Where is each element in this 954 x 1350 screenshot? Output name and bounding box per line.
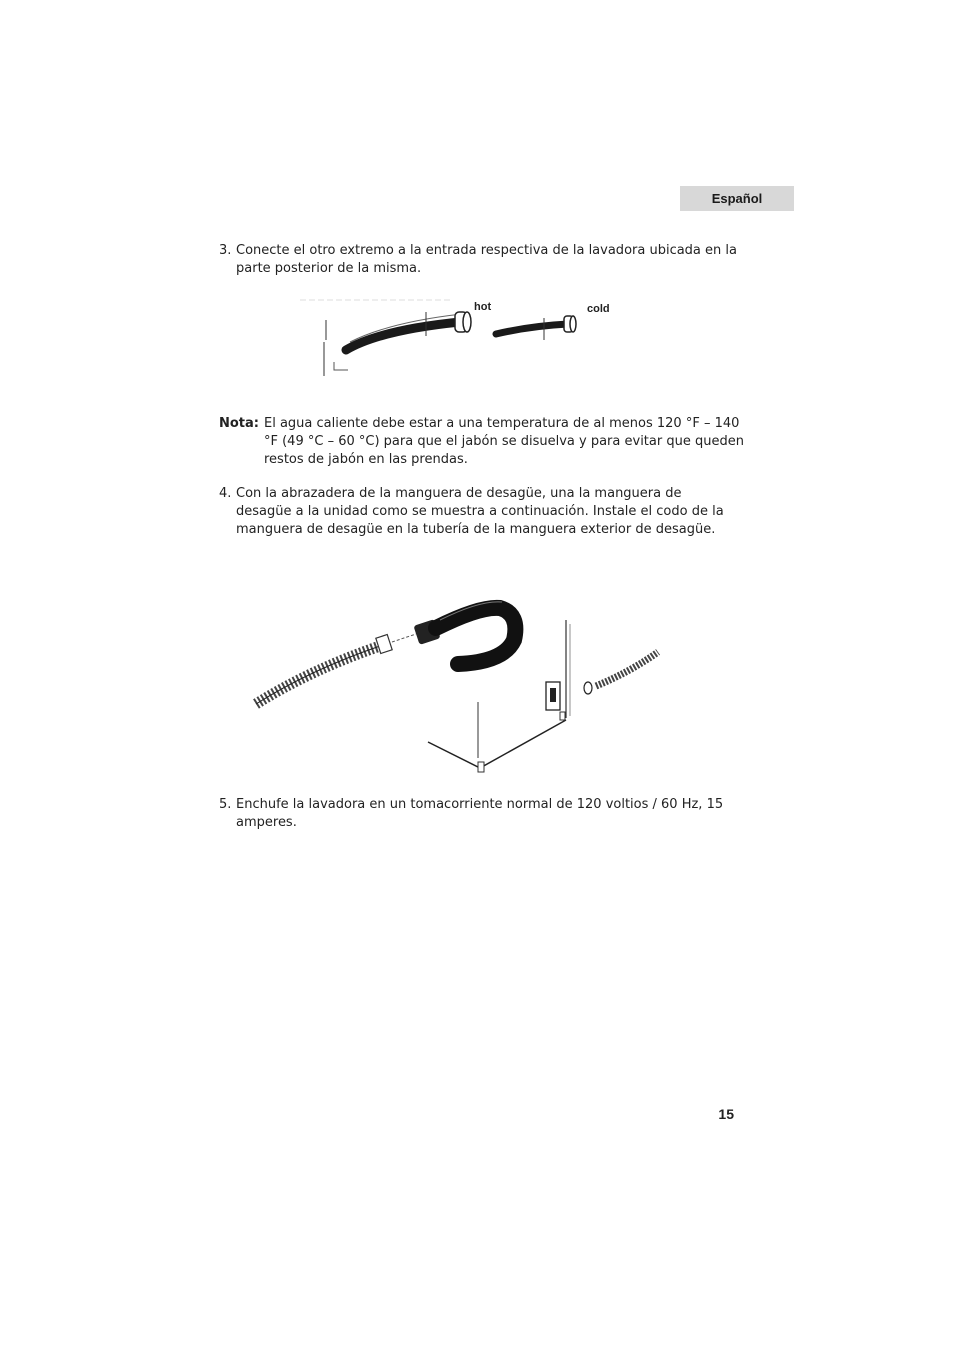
drain-elbow bbox=[413, 602, 515, 664]
drain-hose-figure bbox=[240, 590, 670, 785]
step-4 bbox=[219, 485, 739, 539]
page-number: 15 bbox=[718, 1106, 734, 1122]
hot-hose-illustration bbox=[300, 300, 471, 376]
corrugated-drain-hose bbox=[256, 634, 416, 704]
washer-cabinet bbox=[428, 620, 570, 772]
step-number: 5. bbox=[219, 797, 232, 812]
outlet-hose bbox=[584, 652, 658, 694]
note-text: El agua caliente debe estar a una temperatura de al menos 120 °F – 140 °F (49 °C – 60 °C) para que el jabón se disuelva y para evitar que queden restos de jabón en las prendas. bbox=[264, 416, 744, 467]
step-text: Con la abrazadera de la manguera de desagüe, una la manguera de desagüe a la unidad como se muestra a continuación. Instale el codo de la manguera de desagüe en la tubería de la manguera exterior de desagüe. bbox=[236, 486, 724, 537]
step-number: 3. bbox=[219, 243, 232, 258]
cold-label: cold bbox=[587, 303, 610, 315]
language-tab: Español bbox=[680, 186, 794, 211]
note-label: Nota: bbox=[219, 416, 259, 431]
step-number: 4. bbox=[219, 486, 232, 501]
step-5 bbox=[219, 796, 739, 832]
note bbox=[219, 415, 749, 469]
inlet-hoses-figure bbox=[300, 292, 630, 382]
step-text: Conecte el otro extremo a la entrada respectiva de la lavadora ubicada en la parte posterior de la misma. bbox=[236, 243, 737, 276]
hot-label: hot bbox=[474, 301, 492, 313]
step-3 bbox=[219, 242, 739, 278]
cold-hose-illustration bbox=[496, 316, 576, 340]
step-text: Enchufe la lavadora en un tomacorriente normal de 120 voltios / 60 Hz, 15 amperes. bbox=[236, 797, 724, 830]
